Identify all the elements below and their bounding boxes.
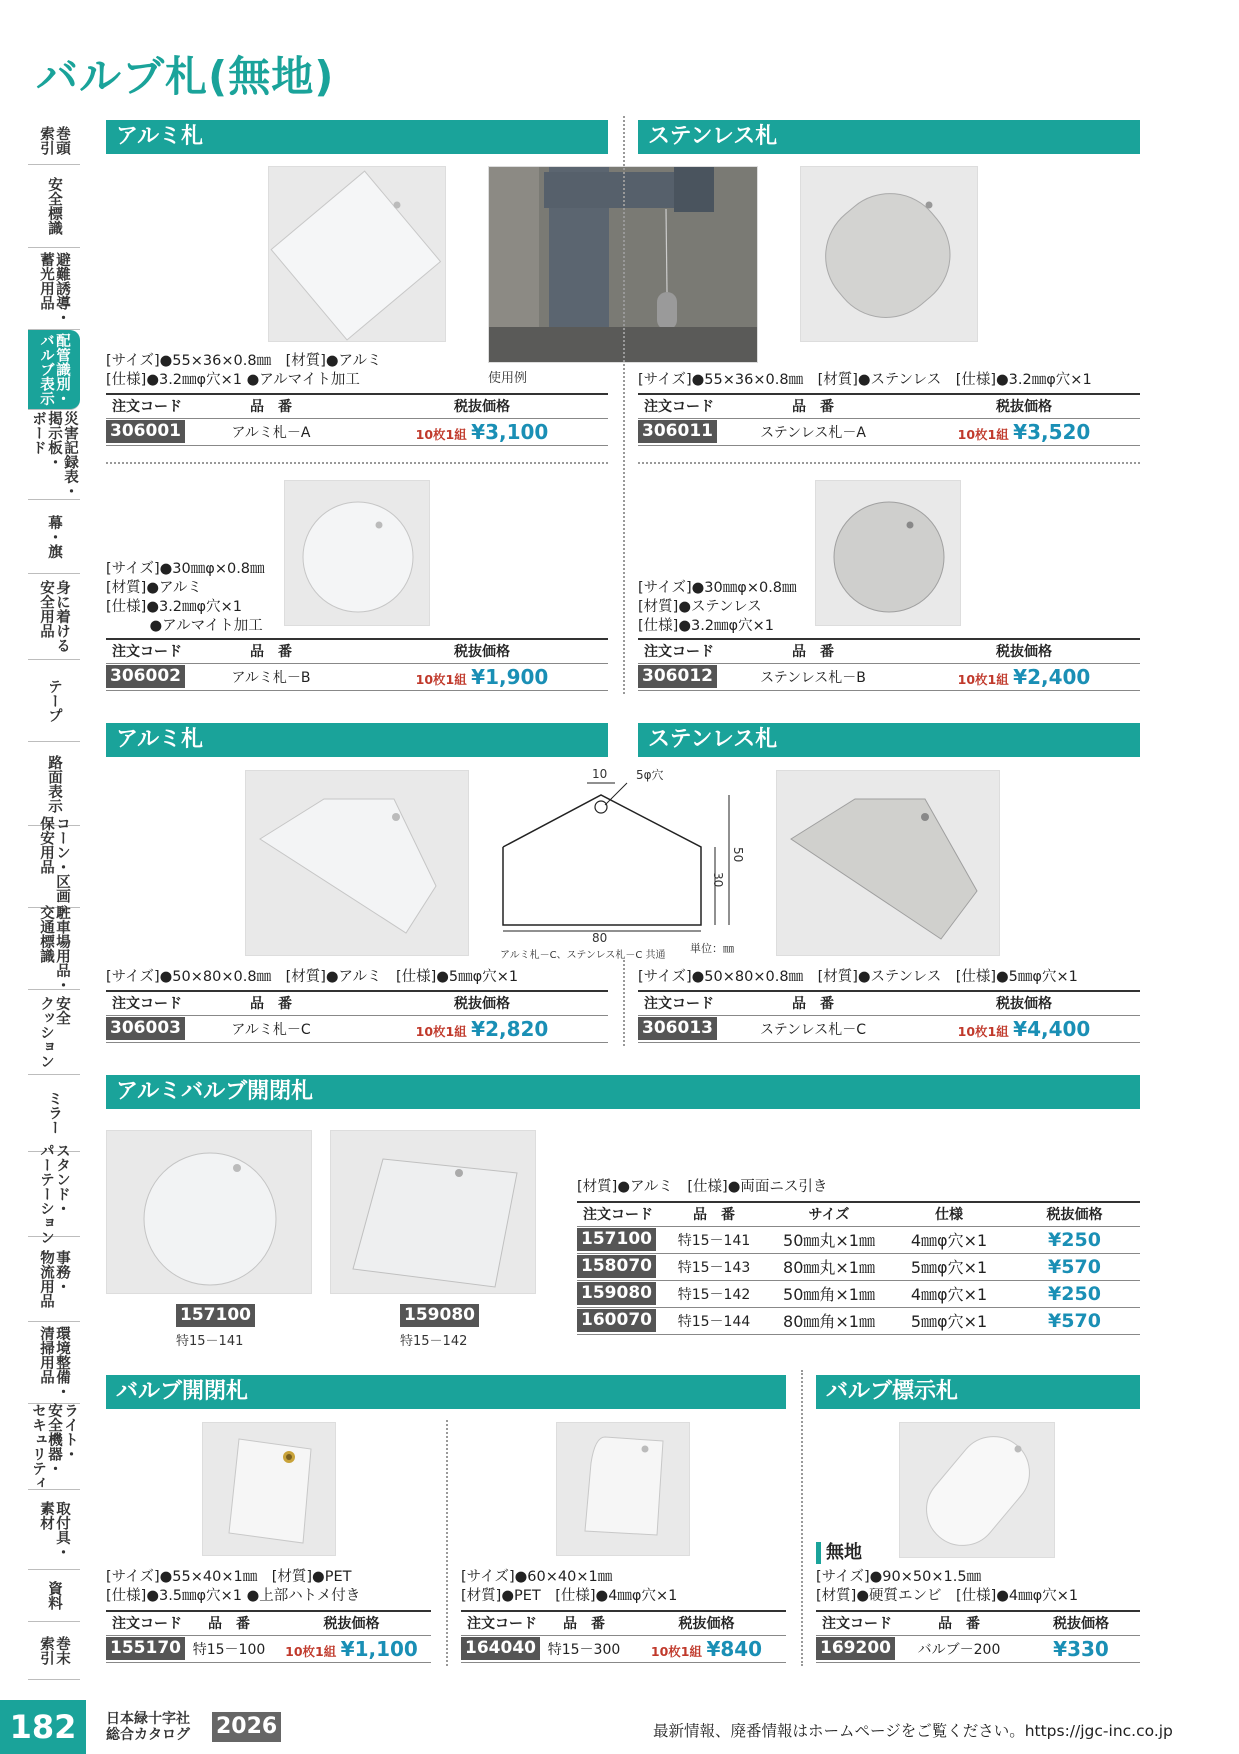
spec: 5㎜φ穴×1 <box>889 1307 1009 1334</box>
catalog-year: 2026 <box>212 1712 281 1742</box>
part-number: 特15－142 <box>659 1280 769 1307</box>
tag-image <box>107 1131 312 1294</box>
divider <box>638 462 1140 464</box>
th-code: 注文コード <box>461 1611 541 1635</box>
section-header-stainless: ステンレス札 <box>638 120 1140 154</box>
th-part: 品 番 <box>541 1611 627 1635</box>
spec-164040: [サイズ]●60×40×1㎜ [材質]●PET [仕様]●4㎜φ穴×1 <box>461 1569 678 1604</box>
side-index-tab[interactable] <box>28 410 80 500</box>
price: ¥3,520 <box>1013 419 1091 444</box>
spec: 4㎜φ穴×1 <box>889 1280 1009 1307</box>
page-title: バルブ札(無地) <box>36 52 335 101</box>
unit: 10枚1組 <box>415 426 467 442</box>
side-index-label: 配管識別・ バルブ表示 <box>38 333 70 406</box>
unit: 10枚1組 <box>285 1643 337 1659</box>
price: ¥570 <box>1048 1255 1101 1278</box>
th-part: 品 番 <box>186 394 356 418</box>
th-part: 品 番 <box>659 1202 769 1226</box>
size: 50㎜角×1㎜ <box>769 1280 889 1307</box>
table-164040 <box>461 1610 786 1663</box>
price: ¥1,900 <box>471 664 549 689</box>
price: ¥250 <box>1048 1228 1101 1251</box>
side-index-tab[interactable] <box>28 165 80 248</box>
spec-alumi-a: [サイズ]●55×36×0.8㎜ [材質]●アルミ [仕様]●3.2㎜φ穴×1 ●アルマイト加工 <box>106 353 382 388</box>
unit: 10枚1組 <box>957 671 1009 687</box>
unit: 10枚1組 <box>957 426 1009 442</box>
diagram-note: アルミ札－C、ステンレス札－C 共通 <box>500 950 666 961</box>
part-number: 特15－141 <box>659 1226 769 1253</box>
part-number: 特15－143 <box>659 1253 769 1280</box>
spec: 5㎜φ穴×1 <box>889 1253 1009 1280</box>
side-index-label: 資料 <box>46 1581 62 1610</box>
side-index-tab[interactable] <box>28 1570 80 1622</box>
price: ¥4,400 <box>1013 1016 1091 1041</box>
table-row <box>816 1635 1140 1662</box>
usage-caption: 使用例 <box>488 371 528 386</box>
spec-alumi-valve: [材質]●アルミ [仕様]●両面ニス引き <box>577 1179 828 1195</box>
th-price: 税抜価格 <box>1009 1202 1140 1226</box>
table-row <box>106 1015 608 1042</box>
side-index-label: 身に着ける 安全用品 <box>38 580 70 653</box>
divider <box>623 960 625 1046</box>
divider <box>446 1420 448 1666</box>
side-index-tab[interactable] <box>28 815 80 918</box>
diagram-unit: 単位：㎜ <box>690 942 734 955</box>
part-number: 特15－100 <box>186 1635 272 1662</box>
product-photo-stainless-c <box>776 770 1000 956</box>
th-code: 注文コード <box>106 394 186 418</box>
side-index-tab[interactable] <box>28 742 80 826</box>
dim-width: 80 <box>592 931 608 945</box>
th-price: 税抜価格 <box>908 991 1140 1015</box>
caption-code-159080 <box>400 1304 479 1327</box>
table-alumi-a <box>106 393 608 446</box>
page-number: 182 <box>0 1700 86 1754</box>
table-row <box>106 418 608 445</box>
tag-plain: 無地 <box>816 1542 862 1564</box>
table-stainless-b <box>638 638 1140 691</box>
table-row <box>106 1635 431 1662</box>
side-index-label: 幕・旗 <box>46 514 62 559</box>
table-row <box>638 418 1140 445</box>
th-code: 注文コード <box>638 991 718 1015</box>
side-index-tab[interactable] <box>28 1490 80 1570</box>
side-index-tab[interactable] <box>28 500 80 574</box>
part-number: 特15－300 <box>541 1635 627 1662</box>
tag-image <box>900 1423 1055 1558</box>
side-index-label: 避難誘導・ 蓄光用品 <box>38 252 70 325</box>
table-row <box>638 663 1140 690</box>
order-code: 306003 <box>106 1017 185 1040</box>
tag-image <box>557 1423 690 1556</box>
section-header-alumi-c: アルミ札 <box>106 723 608 757</box>
table-row <box>106 663 608 690</box>
side-index-label: ミラー <box>46 1091 62 1135</box>
side-index-tab[interactable] <box>28 1622 80 1680</box>
part-number: ステンレス札－B <box>718 663 908 690</box>
th-part: 品 番 <box>186 991 356 1015</box>
table-155170 <box>106 1610 431 1663</box>
tag-image <box>777 771 1000 956</box>
divider <box>106 462 608 464</box>
spec: 4㎜φ穴×1 <box>889 1226 1009 1253</box>
th-price: 税抜価格 <box>356 394 608 418</box>
price: ¥250 <box>1048 1282 1101 1305</box>
side-index-label: テープ <box>46 678 62 723</box>
size: 80㎜角×1㎜ <box>769 1307 889 1334</box>
side-index-tab[interactable] <box>28 330 80 410</box>
table-row <box>577 1226 1140 1253</box>
order-code: 159080 <box>400 1304 479 1327</box>
order-code: 306011 <box>638 420 717 443</box>
unit: 10枚1組 <box>957 1023 1009 1039</box>
table-169200 <box>816 1610 1140 1663</box>
tag-image <box>246 771 469 956</box>
product-photo-stainless-a <box>800 166 978 342</box>
order-code: 306012 <box>638 665 717 688</box>
th-code: 注文コード <box>106 1611 186 1635</box>
side-index-tab[interactable] <box>28 660 80 742</box>
table-row <box>577 1280 1140 1307</box>
side-index-tab[interactable] <box>28 1404 80 1490</box>
order-code: 158070 <box>577 1255 656 1278</box>
tag-image <box>285 481 430 626</box>
side-index-label: 環境整備・ 清掃用品 <box>38 1326 70 1399</box>
side-index-tab[interactable] <box>28 574 80 660</box>
table-row <box>577 1307 1140 1334</box>
order-code: 306013 <box>638 1017 717 1040</box>
table-stainless-a <box>638 393 1140 446</box>
th-price: 税抜価格 <box>356 639 608 663</box>
side-index-tab[interactable] <box>28 1075 80 1152</box>
dim-hole: 5φ穴 <box>636 768 664 782</box>
footer-notice: 最新情報、廃番情報はホームページをご覧ください。https://jgc-inc.co.jp <box>653 1722 1173 1740</box>
table-row <box>638 1015 1140 1042</box>
th-code: 注文コード <box>638 639 718 663</box>
th-price: 税抜価格 <box>908 639 1140 663</box>
section-header-valve-label: バルブ標示札 <box>816 1375 1140 1409</box>
caption-part-159080: 特15－142 <box>400 1334 468 1349</box>
part-number: アルミ札－B <box>186 663 356 690</box>
unit: 10枚1組 <box>650 1643 702 1659</box>
part-number: ステンレス札－A <box>718 418 908 445</box>
side-index-label: 駐車場用品・ 交通標識 <box>38 905 70 992</box>
side-index-label: 巻頭 索引 <box>38 125 70 155</box>
tag-image <box>269 167 446 342</box>
th-part: 品 番 <box>718 394 908 418</box>
product-photo-alumi-a <box>268 166 446 342</box>
side-index-tab[interactable] <box>28 1322 80 1404</box>
spec-alumi-b: [サイズ]●30㎜φ×0.8㎜ [材質]●アルミ [仕様]●3.2㎜φ穴×1 ●アルマイト加工 <box>106 561 265 634</box>
price: ¥3,100 <box>471 419 549 444</box>
caption-code-157100 <box>176 1304 255 1327</box>
section-header-valve-open: バルブ開閉札 <box>106 1375 786 1409</box>
dim-height: 50 <box>731 847 745 863</box>
order-code: 164040 <box>461 1637 540 1660</box>
order-code: 157100 <box>577 1228 656 1251</box>
order-code: 155170 <box>106 1637 185 1660</box>
table-stainless-c <box>638 990 1140 1043</box>
side-index-label: 路面表示 <box>46 754 62 813</box>
table-row <box>577 1253 1140 1280</box>
side-index-label: 事務・ 物流用品 <box>38 1250 70 1308</box>
product-photo-alumi-c <box>245 770 469 956</box>
th-price: 税抜価格 <box>908 394 1140 418</box>
dimension-diagram <box>497 765 767 955</box>
side-index-label: 災害記録表・ 掲示板・ ボード <box>30 411 78 498</box>
side-index-label: コーン・区画・ 保安用品 <box>38 815 70 918</box>
spec-169200: [サイズ]●90×50×1.5㎜ [材質]●硬質エンビ [仕様]●4㎜φ穴×1 <box>816 1569 1079 1604</box>
table-alumi-valve <box>577 1201 1140 1335</box>
side-index-tab[interactable] <box>28 905 80 992</box>
th-code: 注文コード <box>106 639 186 663</box>
product-photo-155170 <box>202 1422 336 1556</box>
side-index-label: 安全標識 <box>46 177 62 235</box>
tag-image <box>331 1131 536 1294</box>
side-index-label: 安全 クッション <box>38 995 70 1069</box>
spec-155170: [サイズ]●55×40×1㎜ [材質]●PET [仕様]●3.5㎜φ穴×1 ●上部ハトメ付き <box>106 1569 361 1604</box>
price: ¥330 <box>1053 1636 1109 1661</box>
price: ¥2,400 <box>1013 664 1091 689</box>
price: ¥1,100 <box>340 1636 418 1661</box>
price: ¥570 <box>1048 1309 1101 1332</box>
tag-image <box>203 1423 336 1556</box>
th-part: 品 番 <box>718 991 908 1015</box>
th-price: 税抜価格 <box>1022 1611 1140 1635</box>
th-spec: 仕様 <box>889 1202 1009 1226</box>
spec-stainless-a: [サイズ]●55×36×0.8㎜ [材質]●ステンレス [仕様]●3.2㎜φ穴×1 <box>638 372 1092 388</box>
spec-stainless-b: [サイズ]●30㎜φ×0.8㎜ [材質]●ステンレス [仕様]●3.2㎜φ穴×1 <box>638 580 797 634</box>
side-index-label: ライト・ 安全機器・ セキュリティ <box>30 1403 78 1490</box>
dim-top: 10 <box>592 767 608 781</box>
catalog-name: 日本緑十字社 総合カタログ <box>106 1711 190 1743</box>
spec-stainless-c: [サイズ]●50×80×0.8㎜ [材質]●ステンレス [仕様]●5㎜φ穴×1 <box>638 969 1078 985</box>
price: ¥2,820 <box>471 1016 549 1041</box>
side-index-label: 巻末 索引 <box>38 1636 70 1665</box>
th-code: 注文コード <box>638 394 718 418</box>
th-code: 注文コード <box>577 1202 659 1226</box>
th-part: 品 番 <box>186 639 356 663</box>
price: ¥840 <box>706 1636 763 1661</box>
order-code: 169200 <box>816 1637 895 1660</box>
product-photo-169200 <box>899 1422 1055 1558</box>
side-index-label: スタンド・ パーテーション <box>38 1143 70 1245</box>
order-code: 159080 <box>577 1282 656 1305</box>
order-code: 306002 <box>106 665 185 688</box>
product-photo-159080 <box>330 1130 536 1294</box>
table-alumi-b <box>106 638 608 691</box>
divider <box>623 116 625 694</box>
product-photo-164040 <box>556 1422 690 1556</box>
divider <box>801 1370 803 1666</box>
size: 80㎜丸×1㎜ <box>769 1253 889 1280</box>
side-index-tab[interactable] <box>28 248 80 330</box>
part-number: 特15－144 <box>659 1307 769 1334</box>
table-alumi-c <box>106 990 608 1043</box>
th-part: 品 番 <box>186 1611 272 1635</box>
tag-image <box>801 167 978 342</box>
size: 50㎜丸×1㎜ <box>769 1226 889 1253</box>
order-code: 306001 <box>106 420 185 443</box>
side-index-tab[interactable] <box>28 1143 80 1245</box>
dim-side: 30 <box>711 872 725 888</box>
section-header-alumi: アルミ札 <box>106 120 608 154</box>
part-number: バルブ－200 <box>896 1635 1022 1662</box>
part-number: アルミ札－A <box>186 418 356 445</box>
part-number: アルミ札－C <box>186 1015 356 1042</box>
table-row <box>461 1635 786 1662</box>
side-index-tab[interactable] <box>28 116 80 165</box>
section-header-alumi-valve: アルミバルブ開閉札 <box>106 1075 1140 1109</box>
side-index-tab[interactable] <box>28 990 80 1075</box>
th-price: 税抜価格 <box>627 1611 786 1635</box>
part-number: ステンレス札－C <box>718 1015 908 1042</box>
product-photo-stainless-b <box>815 480 961 626</box>
order-code: 157100 <box>176 1304 255 1327</box>
product-photo-alumi-b <box>284 480 430 626</box>
caption-part-157100: 特15－141 <box>176 1334 244 1349</box>
product-photo-157100 <box>106 1130 312 1294</box>
th-price: 税抜価格 <box>272 1611 431 1635</box>
side-index-label: 取付具・ 素材 <box>38 1500 70 1559</box>
tag-image <box>816 481 961 626</box>
section-header-stainless-c: ステンレス札 <box>638 723 1140 757</box>
spec-alumi-c: [サイズ]●50×80×0.8㎜ [材質]●アルミ [仕様]●5㎜φ穴×1 <box>106 969 519 985</box>
side-index-tab[interactable] <box>28 1237 80 1322</box>
th-part: 品 番 <box>896 1611 1022 1635</box>
unit: 10枚1組 <box>415 1023 467 1039</box>
th-price: 税抜価格 <box>356 991 608 1015</box>
unit: 10枚1組 <box>415 671 467 687</box>
order-code: 160070 <box>577 1309 656 1332</box>
th-size: サイズ <box>769 1202 889 1226</box>
th-part: 品 番 <box>718 639 908 663</box>
th-code: 注文コード <box>816 1611 896 1635</box>
th-code: 注文コード <box>106 991 186 1015</box>
